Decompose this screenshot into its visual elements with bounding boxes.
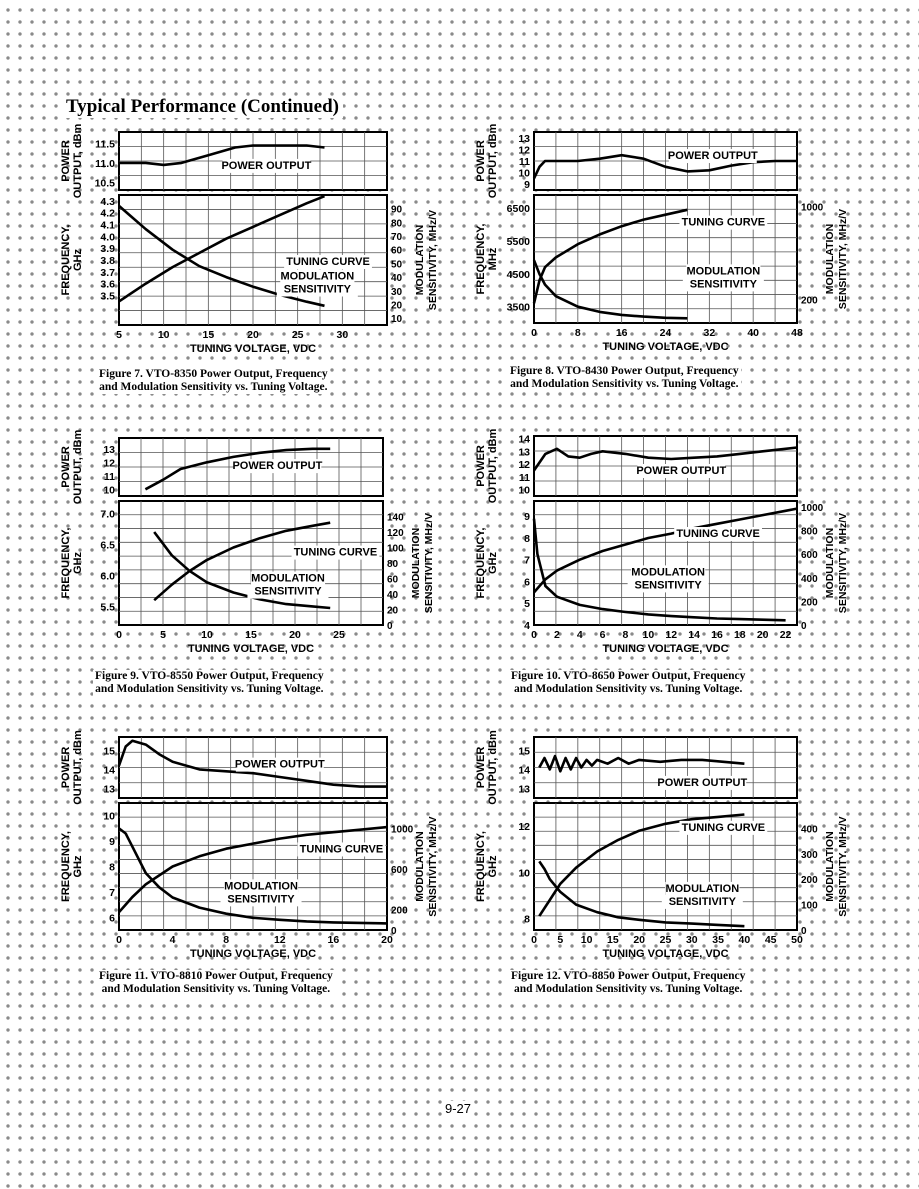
sensitivity-axis-unit: SENSITIVITY, MHz/V bbox=[427, 816, 439, 917]
sensitivity-axis-unit: SENSITIVITY, MHz/V bbox=[837, 816, 849, 917]
x-tick: 16 bbox=[711, 629, 723, 641]
x-tick: 0 bbox=[116, 934, 122, 946]
x-tick: 4 bbox=[169, 934, 176, 946]
frequency-y-tick: 3.6 bbox=[100, 278, 115, 291]
x-tick: 15 bbox=[245, 629, 257, 641]
x-tick: 14 bbox=[688, 629, 700, 641]
power-y-tick: 14 bbox=[518, 764, 530, 777]
frequency-axis-label: FREQUENCY, bbox=[60, 831, 72, 902]
frequency-y-tick: 3.9 bbox=[100, 243, 115, 256]
modulation-label: MODULATION bbox=[280, 270, 355, 283]
sensitivity-y-tick: 140 bbox=[387, 512, 404, 524]
power-axis-label: POWER bbox=[60, 746, 72, 789]
power-y-tick: 10 bbox=[518, 484, 530, 497]
figure-caption bbox=[509, 970, 747, 996]
frequency-y-tick: 6 bbox=[524, 576, 530, 589]
modulation-label: MODULATION bbox=[631, 566, 705, 579]
x-tick: 8 bbox=[574, 327, 581, 339]
x-axis-label: TUNING VOLTAGE, VDC bbox=[189, 343, 317, 355]
x-tick: 10 bbox=[157, 329, 170, 341]
sensitivity-label: SENSITIVITY bbox=[283, 283, 351, 296]
frequency-y-tick: 5 bbox=[524, 598, 530, 611]
power-axis-unit: OUTPUT, dBm bbox=[487, 730, 499, 805]
power-y-tick: 10.5 bbox=[94, 177, 115, 190]
x-tick: 40 bbox=[738, 934, 751, 946]
sensitivity-y-tick: 40 bbox=[391, 273, 403, 285]
sensitivity-y-tick: 70 bbox=[391, 232, 403, 244]
power-y-tick: 9 bbox=[524, 179, 530, 192]
sensitivity-y-tick: 200 bbox=[801, 597, 818, 609]
power-axis-unit: OUTPUT, dBm bbox=[72, 730, 84, 805]
power-output-label: POWER OUTPUT bbox=[234, 758, 325, 771]
x-tick: 6 bbox=[599, 629, 606, 641]
x-axis-label: TUNING VOLTAGE, VDC bbox=[187, 643, 315, 655]
x-tick: 4 bbox=[576, 629, 583, 641]
frequency-y-tick: 10 bbox=[518, 867, 530, 880]
tuning-curve-label: TUNING CURVE bbox=[286, 256, 370, 268]
tuning-curve-label: TUNING CURVE bbox=[681, 821, 766, 834]
x-tick: 0 bbox=[531, 934, 537, 946]
frequency-y-tick: 5500 bbox=[506, 235, 530, 248]
sensitivity-axis-unit: SENSITIVITY, MHz/V bbox=[837, 208, 849, 310]
sensitivity-y-tick: 30 bbox=[391, 286, 403, 298]
sensitivity-y-tick: 40 bbox=[387, 590, 399, 601]
sensitivity-y-tick: 90 bbox=[391, 204, 403, 216]
power-y-tick: 14 bbox=[518, 433, 530, 446]
frequency-y-tick: 3.5 bbox=[100, 290, 115, 303]
sensitivity-label: SENSITIVITY bbox=[668, 895, 736, 908]
x-tick: 20 bbox=[756, 629, 769, 641]
power-y-tick: 11.5 bbox=[95, 138, 115, 151]
power-output-label: POWER OUTPUT bbox=[232, 460, 323, 473]
frequency-y-tick: 7.0 bbox=[100, 508, 115, 521]
power-output-label: POWER OUTPUT bbox=[636, 465, 727, 477]
frequency-y-tick: 6.5 bbox=[100, 539, 115, 552]
x-axis-label: TUNING VOLTAGE, VDC bbox=[602, 341, 729, 353]
power-y-tick: 11.0 bbox=[95, 157, 115, 170]
frequency-y-tick: 10 bbox=[103, 810, 115, 823]
frequency-y-tick: 6500 bbox=[506, 203, 530, 216]
sensitivity-y-tick: 200 bbox=[391, 905, 408, 917]
modulation-label: MODULATION bbox=[224, 880, 298, 893]
frequency-y-tick: 8 bbox=[524, 532, 530, 545]
figure-10 bbox=[475, 429, 849, 655]
x-tick: 12 bbox=[273, 934, 286, 946]
sensitivity-axis-unit: SENSITIVITY, MHz/V bbox=[837, 512, 849, 614]
frequency-y-tick: 3500 bbox=[506, 301, 530, 314]
x-tick: 16 bbox=[615, 327, 628, 339]
caption-line: Figure 7. VTO-8350 Power Output, Frequency bbox=[99, 368, 328, 380]
figure-caption bbox=[97, 368, 330, 394]
x-tick: 2 bbox=[553, 629, 560, 641]
power-axis-unit: OUTPUT, dBm bbox=[72, 429, 84, 505]
power-y-tick: 13 bbox=[103, 783, 115, 796]
power-axis-label: POWER bbox=[475, 445, 487, 487]
sensitivity-label: SENSITIVITY bbox=[227, 893, 295, 906]
sensitivity-label: SENSITIVITY bbox=[634, 579, 702, 592]
x-tick: 20 bbox=[247, 329, 259, 341]
x-tick: 0 bbox=[531, 327, 537, 339]
frequency-axis-unit: GHz bbox=[72, 855, 84, 878]
x-tick: 30 bbox=[685, 934, 698, 946]
caption-line: and Modulation Sensitivity vs. Tuning Voltage. bbox=[99, 381, 328, 393]
x-tick: 10 bbox=[642, 629, 655, 641]
sensitivity-y-tick: 60 bbox=[387, 574, 399, 586]
frequency-y-tick: 4.2 bbox=[100, 207, 115, 220]
sensitivity-y-tick: 80 bbox=[391, 218, 403, 230]
sensitivity-label: SENSITIVITY bbox=[254, 585, 322, 598]
frequency-y-tick: 4.3 bbox=[100, 195, 115, 208]
frequency-y-tick: 12 bbox=[518, 821, 530, 834]
x-axis-label: TUNING VOLTAGE, VDC bbox=[602, 643, 729, 655]
frequency-axis-label: FREQUENCY, bbox=[475, 223, 487, 295]
figure-12 bbox=[475, 730, 849, 960]
power-y-tick: 15 bbox=[518, 745, 530, 758]
x-tick: 25 bbox=[333, 629, 345, 641]
frequency-y-tick: 9 bbox=[109, 836, 115, 849]
power-y-tick: 13 bbox=[518, 446, 530, 459]
sensitivity-y-tick: 100 bbox=[801, 900, 818, 912]
power-y-tick: 11 bbox=[518, 156, 530, 168]
page-number: 9-27 bbox=[445, 1101, 472, 1116]
x-tick: 12 bbox=[665, 629, 678, 641]
figure-caption bbox=[93, 670, 326, 696]
power-y-tick: 15 bbox=[103, 745, 115, 758]
x-tick: 5 bbox=[116, 329, 122, 341]
frequency-axis-unit: GHz bbox=[487, 552, 499, 574]
figure-8 bbox=[475, 124, 849, 353]
x-tick: 20 bbox=[289, 629, 301, 641]
modulation-label: MODULATION bbox=[665, 882, 740, 895]
sensitivity-y-tick: 0 bbox=[387, 621, 393, 632]
frequency-y-tick: 3.7 bbox=[100, 266, 115, 279]
power-y-tick: 10 bbox=[103, 484, 115, 497]
power-y-tick: 13 bbox=[518, 783, 530, 796]
figure-7 bbox=[60, 124, 439, 355]
sensitivity-axis-label: MODULATION bbox=[414, 831, 426, 902]
x-tick: 20 bbox=[381, 934, 393, 946]
power-y-tick: 13 bbox=[103, 443, 115, 456]
x-tick: 32 bbox=[703, 327, 716, 339]
frequency-axis-label: FREQUENCY, bbox=[475, 527, 487, 599]
x-tick: 50 bbox=[791, 934, 803, 946]
frequency-y-tick: 4.1 bbox=[100, 219, 115, 232]
tuning-curve-label: TUNING CURVE bbox=[299, 843, 384, 856]
power-axis-label: POWER bbox=[60, 446, 72, 488]
modulation-label: MODULATION bbox=[251, 572, 325, 585]
sensitivity-y-tick: 1000 bbox=[391, 824, 414, 836]
sensitivity-y-tick: 0 bbox=[391, 926, 397, 937]
power-output-label: POWER OUTPUT bbox=[221, 159, 312, 172]
x-tick: 25 bbox=[659, 934, 672, 946]
frequency-y-tick: 7 bbox=[109, 886, 115, 899]
x-tick: 20 bbox=[633, 934, 646, 946]
caption-line: and Modulation Sensitivity vs. Tuning Voltage. bbox=[95, 683, 324, 695]
sensitivity-y-tick: 600 bbox=[391, 865, 408, 877]
sensitivity-axis-label: MODULATION bbox=[824, 527, 836, 599]
tuning-curve-label: TUNING CURVE bbox=[293, 546, 378, 559]
x-tick: 16 bbox=[327, 934, 340, 946]
sensitivity-y-tick: 50 bbox=[391, 259, 403, 271]
x-tick: 5 bbox=[557, 934, 564, 946]
frequency-y-tick: 4.0 bbox=[100, 231, 115, 244]
x-tick: 0 bbox=[531, 629, 537, 641]
caption-line: Figure 10. VTO-8650 Power Output, Frequency bbox=[511, 670, 746, 682]
sensitivity-axis-label: MODULATION bbox=[824, 223, 836, 295]
caption-line: Figure 8. VTO-8430 Power Output, Frequency bbox=[510, 365, 739, 377]
x-tick: 8 bbox=[223, 934, 230, 946]
x-tick: 48 bbox=[791, 327, 803, 339]
sensitivity-axis-label: MODULATION bbox=[410, 527, 422, 599]
power-y-tick: 14 bbox=[103, 764, 115, 777]
sensitivity-y-tick: 20 bbox=[391, 300, 403, 312]
frequency-y-tick: 6 bbox=[109, 912, 115, 925]
frequency-y-tick: 8 bbox=[109, 861, 115, 874]
sensitivity-y-tick: 300 bbox=[801, 849, 818, 861]
power-y-tick: 11 bbox=[518, 471, 530, 484]
x-tick: 25 bbox=[291, 329, 304, 341]
frequency-y-tick: 6.0 bbox=[100, 570, 115, 583]
tuning-curve-label: TUNING CURVE bbox=[676, 528, 760, 540]
frequency-y-tick: 3.8 bbox=[100, 255, 115, 267]
tuning-curve-label: TUNING CURVE bbox=[681, 216, 766, 229]
figure-caption bbox=[97, 970, 335, 996]
power-y-tick: 12 bbox=[518, 144, 530, 157]
figure-caption bbox=[508, 365, 741, 391]
figure-caption bbox=[509, 670, 747, 696]
x-tick: 24 bbox=[659, 327, 672, 339]
power-axis-unit: OUTPUT, dBm bbox=[487, 428, 499, 504]
sensitivity-y-tick: 0 bbox=[801, 926, 807, 937]
x-tick: 15 bbox=[607, 934, 619, 946]
sensitivity-y-tick: 120 bbox=[387, 528, 404, 539]
power-axis-label: POWER bbox=[60, 140, 72, 182]
frequency-axis-label: FREQUENCY, bbox=[475, 831, 487, 902]
sensitivity-y-tick: 0 bbox=[801, 621, 807, 632]
frequency-axis-unit: GHz bbox=[72, 249, 84, 271]
sensitivity-y-tick: 1000 bbox=[801, 202, 824, 214]
power-axis-unit: OUTPUT, dBm bbox=[487, 123, 499, 199]
frequency-y-tick: 5.5 bbox=[100, 601, 115, 614]
sensitivity-axis-label: MODULATION bbox=[824, 831, 836, 902]
x-tick: 0 bbox=[116, 629, 122, 641]
power-output-label: POWER OUTPUT bbox=[657, 776, 748, 789]
x-tick: 40 bbox=[747, 327, 760, 339]
sensitivity-y-tick: 60 bbox=[391, 245, 403, 257]
frequency-axis-unit: MHz bbox=[487, 247, 499, 271]
x-axis-label: TUNING VOLTAGE, VDC bbox=[602, 948, 729, 960]
x-tick: 15 bbox=[202, 329, 215, 341]
power-axis-label: POWER bbox=[475, 746, 487, 789]
x-tick: 8 bbox=[622, 629, 629, 641]
sensitivity-y-tick: 600 bbox=[801, 550, 818, 562]
power-y-tick: 11 bbox=[103, 470, 115, 483]
modulation-label: MODULATION bbox=[686, 265, 761, 278]
x-tick: 22 bbox=[779, 629, 792, 641]
sensitivity-y-tick: 800 bbox=[801, 526, 818, 538]
power-output-label: POWER OUTPUT bbox=[667, 150, 758, 163]
sensitivity-label: SENSITIVITY bbox=[689, 278, 757, 291]
frequency-y-tick: 7 bbox=[524, 554, 530, 567]
power-y-tick: 12 bbox=[103, 457, 115, 470]
frequency-y-tick: 9 bbox=[524, 511, 530, 524]
power-y-tick: 12 bbox=[518, 459, 530, 472]
frequency-axis-unit: GHz bbox=[487, 855, 499, 878]
frequency-axis-unit: GHz bbox=[72, 552, 84, 574]
sensitivity-y-tick: 80 bbox=[387, 559, 399, 570]
sensitivity-y-tick: 200 bbox=[801, 295, 818, 307]
power-y-tick: 13 bbox=[518, 132, 530, 145]
sensitivity-y-tick: 200 bbox=[801, 875, 818, 887]
x-tick: 10 bbox=[201, 629, 213, 641]
caption-line: Figure 9. VTO-8550 Power Output, Frequency bbox=[95, 670, 324, 682]
caption-line: Figure 11. VTO-8810 Power Output, Frequency bbox=[99, 970, 333, 982]
frequency-y-tick: 4500 bbox=[506, 268, 530, 281]
frequency-y-tick: 4 bbox=[524, 620, 530, 632]
sensitivity-y-tick: 20 bbox=[387, 605, 399, 617]
figure-9 bbox=[60, 430, 435, 655]
figure-11 bbox=[60, 730, 439, 960]
x-tick: 18 bbox=[733, 629, 746, 641]
sensitivity-y-tick: 10 bbox=[391, 314, 403, 326]
x-tick: 10 bbox=[580, 934, 593, 946]
sensitivity-y-tick: 100 bbox=[387, 543, 404, 555]
sensitivity-y-tick: 400 bbox=[801, 824, 818, 836]
sensitivity-axis-label: MODULATION bbox=[414, 224, 426, 296]
caption-line: and Modulation Sensitivity vs. Tuning Voltage. bbox=[513, 683, 743, 695]
frequency-axis-label: FREQUENCY, bbox=[60, 527, 72, 599]
sensitivity-y-tick: 400 bbox=[801, 573, 818, 585]
frequency-axis-label: FREQUENCY, bbox=[60, 224, 72, 296]
power-axis-unit: OUTPUT, dBm bbox=[72, 123, 84, 199]
sensitivity-axis-unit: SENSITIVITY, MHz/V bbox=[423, 512, 435, 614]
sensitivity-y-tick: 1000 bbox=[801, 502, 824, 514]
x-tick: 35 bbox=[712, 934, 724, 946]
sensitivity-axis-unit: SENSITIVITY, MHz/V bbox=[427, 209, 439, 311]
caption-line: and Modulation Sensitivity vs. Tuning Voltage. bbox=[510, 378, 739, 390]
page-heading: Typical Performance (Continued) bbox=[62, 96, 343, 118]
caption-line: Figure 12. VTO-8850 Power Output, Frequency bbox=[511, 970, 746, 982]
caption-line: and Modulation Sensitivity vs. Tuning Voltage. bbox=[101, 983, 331, 995]
power-axis-label: POWER bbox=[475, 140, 487, 182]
x-tick: 5 bbox=[160, 629, 166, 641]
power-y-tick: 10 bbox=[518, 167, 530, 180]
x-axis-label: TUNING VOLTAGE, VDC bbox=[189, 948, 317, 960]
x-tick: 45 bbox=[764, 934, 777, 946]
x-tick: 30 bbox=[336, 329, 349, 341]
frequency-y-tick: 8 bbox=[524, 913, 530, 926]
caption-line: and Modulation Sensitivity vs. Tuning Voltage. bbox=[513, 983, 743, 995]
